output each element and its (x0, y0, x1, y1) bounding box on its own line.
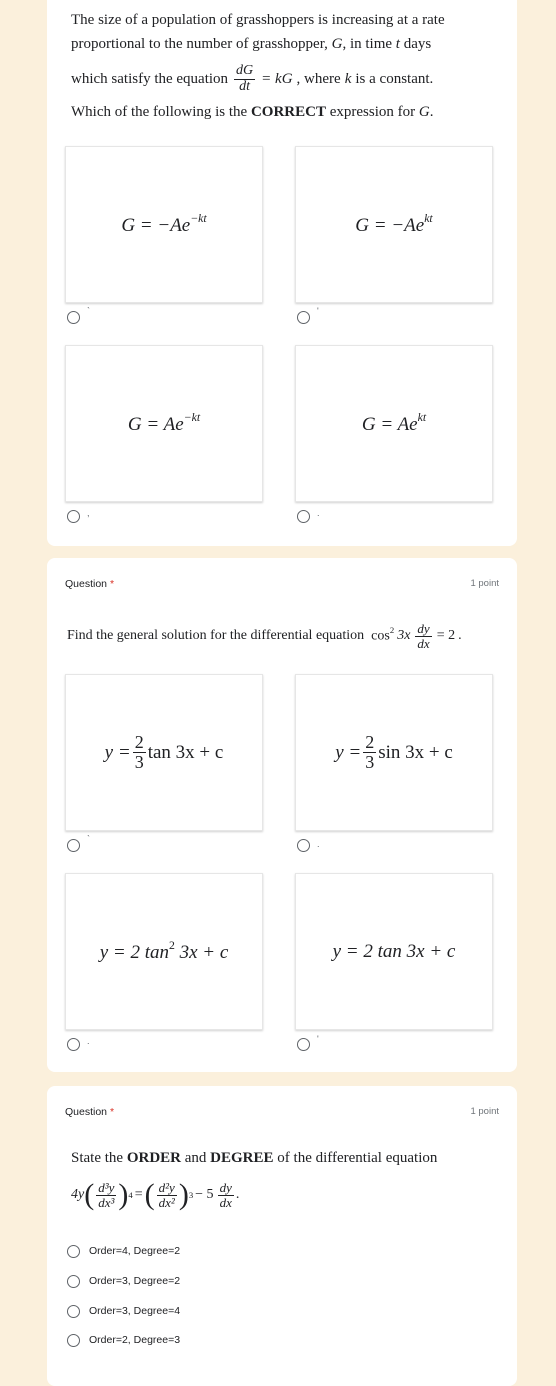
q1-line-2: proportional to the number of grasshopper, G, in time t days (71, 36, 432, 52)
option-2-label[interactable]: Order=3, Degree=2 (89, 1275, 181, 1287)
q1-line-1: The size of a population of grasshoppers is increasing at a rate (71, 12, 445, 28)
option-4-mark: . (317, 508, 320, 518)
radio-option-3[interactable] (67, 1038, 80, 1051)
question-label: Question (65, 578, 108, 590)
option-3-label[interactable]: Order=3, Degree=4 (89, 1305, 181, 1317)
option-image-4[interactable] (295, 873, 493, 1030)
option-image-2[interactable] (295, 674, 493, 831)
question-card-1 (47, 0, 517, 546)
option-3-formula: $G = Ae^{-kt}$ (127, 411, 201, 435)
option-1-mark: ` (87, 834, 90, 844)
question-label: Question (65, 1106, 108, 1118)
q1-line-4: Which of the following is the CORRECT expression for G. (71, 104, 434, 121)
radio-option-1[interactable] (67, 311, 80, 324)
radio-option-2[interactable] (297, 311, 310, 324)
option-2-mark: . (317, 839, 320, 849)
radio-option-3[interactable] (67, 510, 80, 523)
option-2-mark: ' (317, 306, 319, 316)
option-image-1[interactable] (65, 674, 263, 831)
option-3-formula: y = 2 $\tan^2 3x + c$ (99, 939, 229, 963)
option-1-label[interactable]: Order=4, Degree=2 (89, 1245, 181, 1257)
option-1-mark: ` (87, 306, 90, 316)
option-4-formula: $G = Ae^{kt}$ (361, 411, 427, 435)
option-image-3[interactable] (65, 345, 263, 502)
points-label: 1 point (470, 1106, 499, 1117)
option-4-mark: ' (317, 1034, 319, 1044)
question-1-text (71, 8, 501, 124)
option-image-2[interactable] (295, 146, 493, 303)
radio-option-4[interactable] (67, 1334, 80, 1347)
radio-option-1[interactable] (67, 1245, 80, 1258)
option-1-formula: y = $\frac{2}{3}$ tan 3x + c (104, 732, 224, 772)
option-4-formula: y = 2 tan 3x + c (332, 940, 456, 962)
dy-dx-fraction: $\frac{dy}{dx}$ (417, 621, 430, 651)
question-3-equation: 4y ( $\frac{\text{d³y}}{\text{dx³}}$ ) 4 = ( $\frac{\text{d²y}}{\text{dx²}}$ ) 3 − 5 $\frac{dy}{dx}$ . (71, 1178, 240, 1211)
option-2-formula: $G = -Ae^{kt}$ (355, 212, 433, 236)
option-3-mark: , (87, 508, 90, 518)
required-asterisk: * (109, 1106, 115, 1118)
radio-option-2[interactable] (67, 1275, 80, 1288)
option-2-formula: y = $\frac{2}{3}$ sin 3x + c (335, 732, 453, 772)
option-image-3[interactable] (65, 873, 263, 1030)
points-label: 1 point (470, 578, 499, 589)
question-2-header (65, 578, 499, 590)
option-1-formula: $G = -Ae^{-kt}$ (121, 212, 207, 236)
question-2-text: Find the general solution for the differential equation $\cos^2$ 3x $\frac{dy}{dx}$ = 2 . (67, 621, 462, 651)
option-image-4[interactable] (295, 345, 493, 502)
question-3-header (65, 1106, 499, 1118)
question-card-3 (47, 1086, 517, 1386)
option-image-1[interactable] (65, 146, 263, 303)
required-asterisk: * (109, 578, 115, 590)
q1-line-3: which satisfy the equation $\frac{dG}{dt}$ = kG , where k is a constant. (71, 63, 434, 94)
question-card-2 (47, 558, 517, 1072)
radio-option-2[interactable] (297, 839, 310, 852)
option-4-label[interactable]: Order=2, Degree=3 (89, 1334, 181, 1346)
option-3-mark: . (87, 1036, 90, 1046)
radio-option-3[interactable] (67, 1305, 80, 1318)
dG-dt-fraction: $\frac{dG}{dt}$ (236, 63, 254, 94)
question-3-text: State the ORDER and DEGREE of the differential equation (71, 1150, 438, 1166)
radio-option-1[interactable] (67, 839, 80, 852)
radio-option-4[interactable] (297, 1038, 310, 1051)
radio-option-4[interactable] (297, 510, 310, 523)
